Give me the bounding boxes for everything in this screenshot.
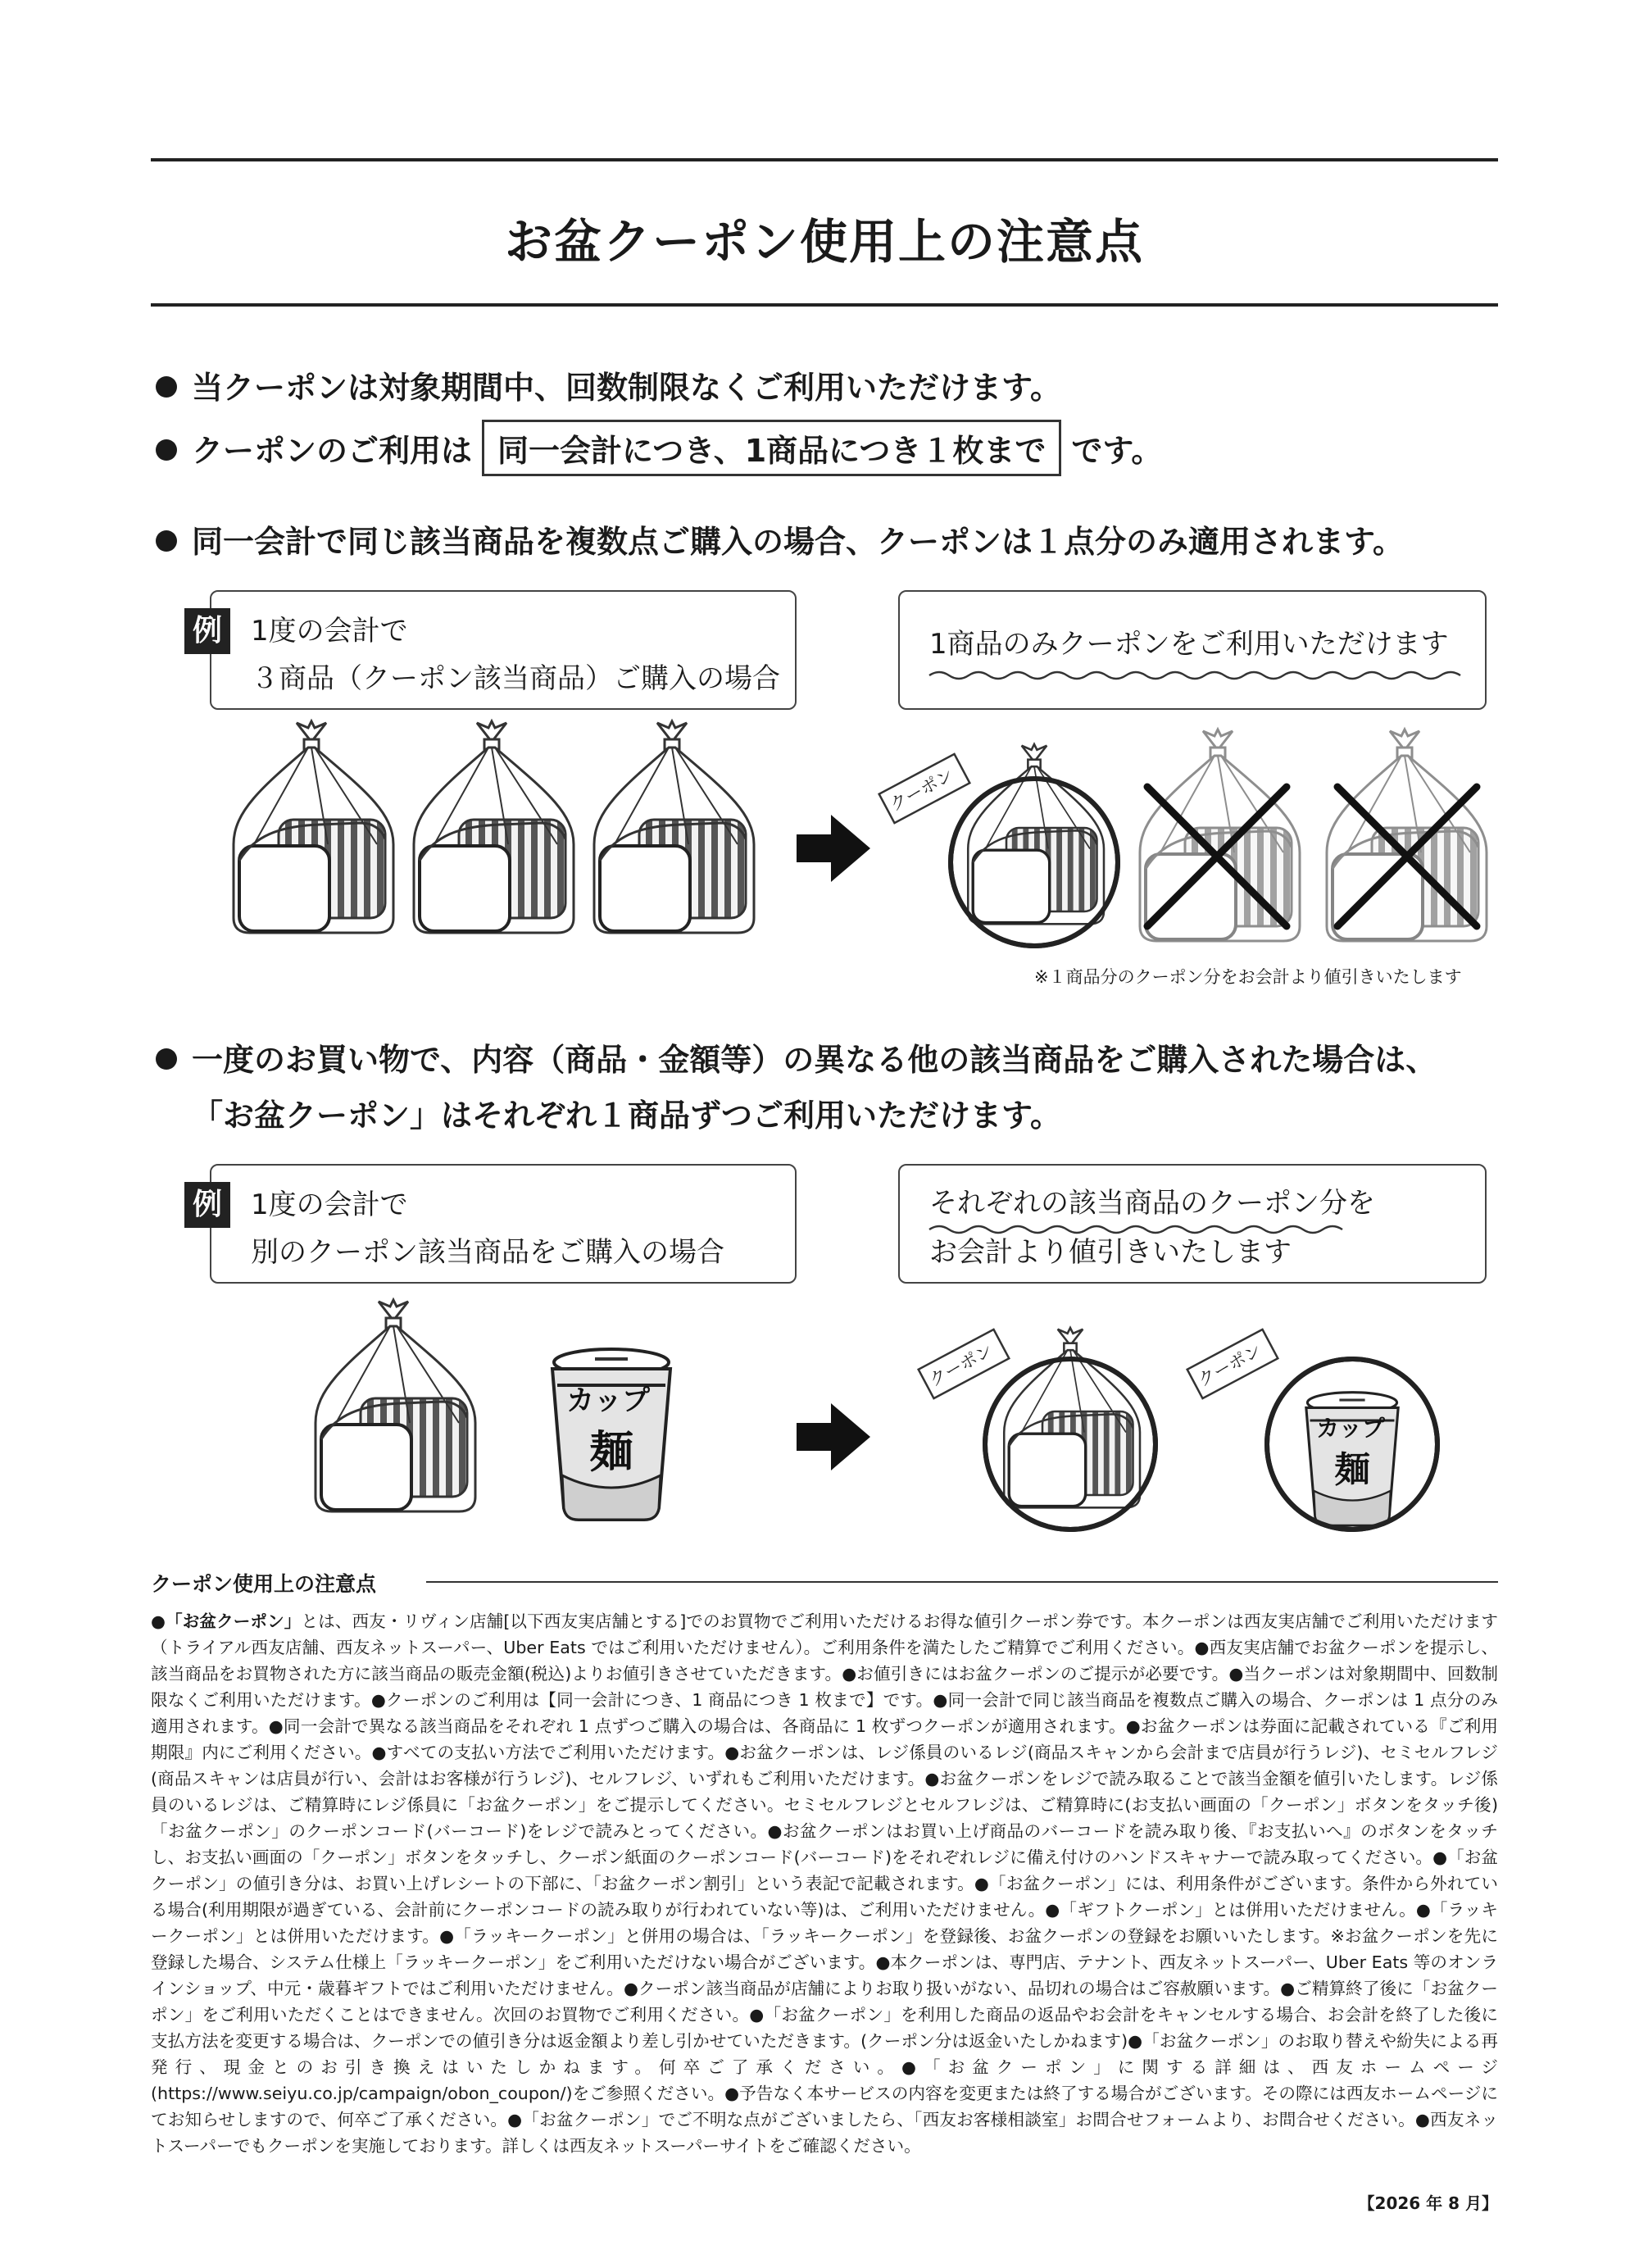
issue-date: 【2026 年 8 月】 xyxy=(1358,2193,1498,2213)
coupon-tag-label: クーポン xyxy=(1194,1340,1265,1391)
arrow-right-icon xyxy=(797,815,870,882)
example2-line1: 1度の会計で xyxy=(251,1189,408,1221)
example2-result-line2: お会計より値引きいたします xyxy=(929,1236,1292,1269)
example2-line2: 別のクーポン該当商品をご購入の場合 xyxy=(251,1236,724,1269)
bullet-same-items: 同一会計で同じ該当商品を複数点ご購入の場合、クーポンは１点分のみ適用されます。 xyxy=(156,516,1404,561)
bread-icon xyxy=(316,1300,475,1511)
example1-result: 1商品のみクーポンをご利用いただけます xyxy=(929,628,1449,661)
fine-print-title: クーポン使用上の注意点 xyxy=(151,1572,377,1596)
cup-label-b: 麺 xyxy=(1334,1449,1370,1491)
cup-label-b: 麺 xyxy=(589,1426,633,1478)
bread-icon xyxy=(414,721,574,933)
bullet-different-items-cont: 「お盆クーポン」はそれぞれ１商品ずつご利用いただけます。 xyxy=(192,1098,1061,1134)
example1-badge: 例 xyxy=(184,608,230,654)
bullet-unlimited-use: 当クーポンは対象期間中、回数制限なくご利用いただけます。 xyxy=(156,362,1061,407)
bread-icon xyxy=(968,744,1104,924)
coupon-tag-label: クーポン xyxy=(925,1340,997,1391)
limit-box: 同一会計につき、1商品につき１枚まで xyxy=(482,420,1061,476)
cup-label-a: カップ xyxy=(1316,1415,1385,1442)
arrow-right-icon xyxy=(797,1403,870,1470)
wavy-underline xyxy=(929,1226,1342,1233)
page-title: お盆クーポン使用上の注意点 xyxy=(504,214,1144,270)
coupon-tag-label: クーポン xyxy=(886,765,957,816)
example2-badge: 例 xyxy=(184,1182,230,1228)
fine-print-body: ●「お盆クーポン」とは、西友・リヴィン店舗[以下西友実店舗とする]でのお買物でご利用いただけるお得な値引クーポン券です。本クーポンは西友実店舗でご利用いただけます（トライアル西友店舗、西友ネットスーパー、Uber Eats ではご利用いただけません）。ご利用条件を満たしたご精算でご利用ください。●西友実店舗でお盆クーポンを提示し、該当商品をお買物された方に該当商品の販売金額(税込)よりお値引きさせていただきます。●お値引きにはお盆クーポンのご提示が必要です。●当クーポンは対象期間中、回数制限なくご利用いただけます。●クーポンのご利用は【同一会計につき、1 商品につき 1 枚まで】です。●同一会計で同じ該当商品を複数点ご購入の場合、クーポンは 1 点分のみ適用されます。●同一会計で異なる該当商品をそれぞれ 1 点ずつご購入の場合は、各商品に 1 枚ずつクーポンが適用されます。●お盆クーポンは券面に記載されている『ご利用期限』内にご利用ください。●すべての支払い方法でご利用いただけます。●お盆クーポンは、レジ係員のいるレジ(商品スキャンから会計まで店員が行うレジ)、セミセルフレジ(商品スキャンは店員が行い、会計はお客様が行うレジ)、セルフレジ、いずれもご利用いただけます。●お盆クーポンをレジで読み取ることで該当金額を値引いたします。レジ係員のいるレジは、ご精算時にレジ係員に「お盆クーポン」をご提示してください。セミセルフレジとセルフレジは、ご精算時に(お支払い画面の「クーポン」ボタンをタッチ後)「お盆クーポン」のクーポンコード(バーコード)をレジで読みとってください。●お盆クーポンはお買い上げ商品のバーコードを読み取り後、『お支払いへ』のボタンをタッチし、お支払い画面の「クーポン」ボタンをタッチし、クーポン紙面のクーポンコード(バーコード)をそれぞれレジに備え付けのハンドスキャナーで読み取ってください。●「お盆クーポン」の値引き分は、お買い上げレシートの下部に、「お盆クーポン割引」という表記で記載されます。●「お盆クーポン」には、利用条件がございます。条件から外れている場合(利用期限が過ぎている、会計前にクーポンコードの読み取りが行われていない等)は、ご利用いただけません。●「ギフトクーポン」とは併用いただけません。●「ラッキークーポン」とは併用いただけます。●「ラッキークーポン」と併用の場合は、「ラッキークーポン」を登録後、お盆クーポンの登録をお願いいたします。※お盆クーポンを先に登録した場合、システム仕様上「ラッキークーポン」をご利用いただけない場合がございます。●本クーポンは、専門店、テナント、西友ネットスーパー、Uber Eats 等のオンラインショップ、中元・歳暮ギフトではご利用いただけません。●クーポン該当商品が店舗によりお取り扱いがない、品切れの場合はご容赦願います。●ご精算終了後に「お盆クーポン」をご利用いただくことはできません。次回のお買物でご利用ください。●「お盆クーポン」を利用した商品の返品やお会計をキャンセルする場合、お会計を終了した後に支払方法を変更する場合は、クーポンでの値引き分は返金額より差し引かせていただきます。(クーポン分は返金いたしかねます)●「お盆クーポン」のお取り替えや紛失による再発行、現金とのお引き換えはいたしかねます。何卒ご了承ください。●「お盆クーポン」に関する詳細は、西友ホームページ(https://www.seiyu.co.jp/campaign/obon_coupon/)をご参照ください。●予告なく本サービスの内容を変更または終了する場合がございます。その際には西友ホームページにてお知らせしますので、何卒ご了承ください。●「お盆クーポン」でご不明な点がございましたら、「西友お客様相談室」お問合せフォームより、お問合せください。●西友ネットスーパーでもクーポンを実施しております。詳しくは西友ネットスーパーサイトをご確認ください。 xyxy=(151,1611,1498,2156)
cup-label-a: カップ xyxy=(566,1384,650,1417)
fine-print-rule xyxy=(426,1581,1498,1583)
wavy-underline xyxy=(929,672,1460,679)
bread-icon xyxy=(1004,1328,1140,1507)
bread-icon xyxy=(234,721,393,933)
example1-line1: 1度の会計で xyxy=(251,615,408,648)
bullet-one-per-item: クーポンのご利用は 同一会計につき、1商品につき１枚まで です。 xyxy=(156,420,1162,476)
example2-result-line1: それぞれの該当商品のクーポン分を xyxy=(929,1187,1375,1220)
example1-note: ※１商品分のクーポン分をお会計より値引きいたします xyxy=(1034,967,1462,987)
bullet-different-items: 一度のお買い物で、内容（商品・金額等）の異なる他の該当商品をご購入された場合は、 xyxy=(156,1034,1437,1079)
example1-line2: ３商品（クーポン該当商品）ご購入の場合 xyxy=(251,662,780,695)
bread-icon xyxy=(594,721,754,933)
